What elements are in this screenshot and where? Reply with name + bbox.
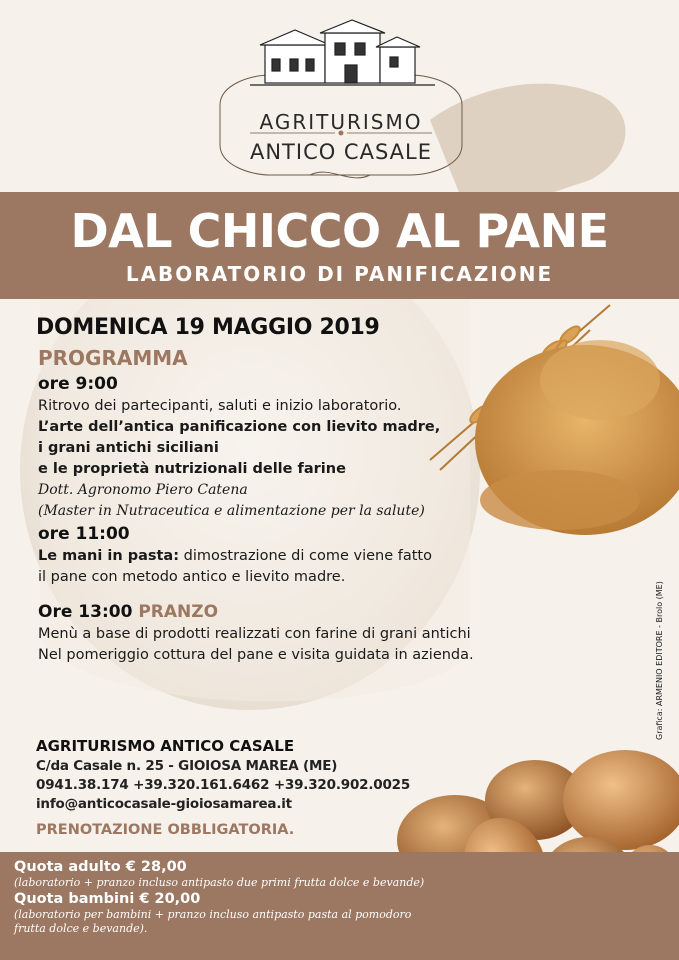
schedule-time-2: ore 11:00 (38, 524, 130, 544)
schedule-3-line-1: Menù a base di prodotti realizzati con farine di grani antichi (38, 626, 471, 642)
schedule-1-line-2: L’arte dell’antica panificazione con lievito madre, (38, 419, 441, 435)
adult-price-note: (laboratorio + pranzo incluso antipasto due primi frutta dolce e bevande) (14, 876, 425, 889)
event-date: DOMENICA 19 MAGGIO 2019 (36, 315, 380, 340)
child-price-note-2: frutta dolce e bevande). (14, 922, 148, 935)
contact-phones: 0941.38.174 +39.320.161.6462 +39.320.902.0025 (36, 777, 411, 793)
booking-notice: PRENOTAZIONE OBBLIGATORIA. (36, 822, 295, 838)
agriturismo-logo (210, 15, 472, 190)
schedule-1-line-4: e le proprietà nutrizionali delle farine (38, 461, 346, 477)
contact-email[interactable]: info@anticocasale-gioiosamarea.it (36, 796, 292, 812)
schedule-time-1: ore 9:00 (38, 374, 118, 394)
speaker-name: Dott. Agronomo Piero Catena (38, 482, 248, 498)
title-banner (0, 192, 679, 299)
schedule-3-label: PRANZO (138, 602, 219, 622)
schedule-2-line-1 (36, 546, 596, 567)
schedule-1-line-1: Ritrovo dei partecipanti, saluti e inizio laboratorio. (38, 398, 402, 414)
child-price: Quota bambini € 20,00 (14, 891, 201, 907)
schedule-2-line-2: il pane con metodo antico e lievito madre. (38, 569, 346, 585)
contact-name: AGRITURISMO ANTICO CASALE (36, 737, 295, 755)
program-heading: PROGRAMMA (38, 346, 188, 370)
program-section (36, 312, 596, 666)
graphic-credit: Grafica: ARMENIO EDITORE - Brolo (ME) (655, 581, 664, 740)
contact-block (36, 736, 436, 814)
logo-line-1: AGRITURISMO (259, 110, 423, 134)
speaker-note: (Master in Nutraceutica e alimentazione per la salute) (38, 503, 425, 519)
price-list (14, 858, 434, 936)
page-title: DAL CHICCO AL PANE (70, 204, 609, 258)
schedule-2-rest: dimostrazione di come viene fatto (179, 548, 432, 564)
contact-address: C/da Casale n. 25 - GIOIOSA MAREA (ME) (36, 758, 338, 774)
schedule-2-bold: Le mani in pasta: (38, 548, 180, 564)
schedule-time-3 (36, 600, 596, 624)
logo-line-2: ANTICO CASALE (249, 140, 433, 164)
page-subtitle: LABORATORIO DI PANIFICAZIONE (125, 262, 554, 286)
schedule-1-line-3: i grani antichi siciliani (38, 440, 219, 456)
schedule-3-time: Ore 13:00 (38, 602, 139, 622)
schedule-3-line-2: Nel pomeriggio cottura del pane e visita guidata in azienda. (38, 647, 474, 663)
child-price-note-1: (laboratorio per bambini + pranzo incluso antipasto pasta al pomodoro (14, 908, 412, 921)
adult-price: Quota adulto € 28,00 (14, 859, 187, 875)
